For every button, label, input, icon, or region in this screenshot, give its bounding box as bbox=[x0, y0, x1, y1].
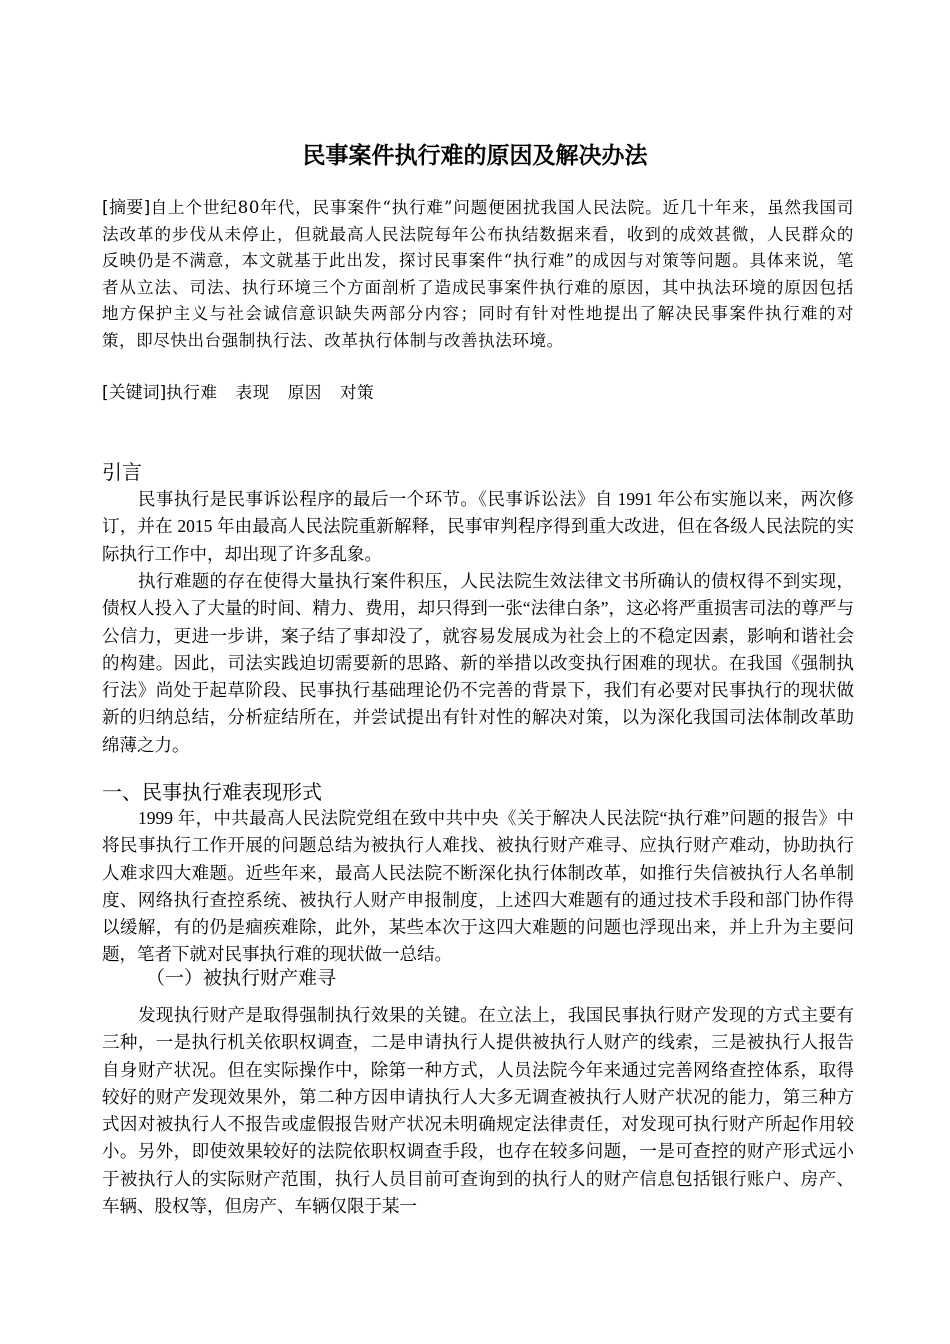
abstract-text: 自上个世纪80年代，民事案件“执行难”问题便困扰我国人民法院。近几十年来，虽然我国司法改革的步伐从未停止，但就最高人民法院每年公布执结数据来看，收到的成效甚微，人民群众的反映仍是不满意，本文就基于此出发，探讨民事案件“执行难”的成因与对策等问题。具体来说，笔者从立法、司法、执行环境三个方面剖析了造成民事案件执行难的原因，其中执法环境的原因包括地方保护主义与社会诚信意识缺失两部分内容；同时有针对性地提出了解决民事案件执行难的对策，即尽快出台强制执行法、改革执行体制与改善执法环境。 bbox=[102, 198, 854, 350]
intro-paragraph-2: 执行难题的存在使得大量执行案件积压，人民法院生效法律文书所确认的债权得不到实现，债权人投入了大量的时间、精力、费用，却只得到一张“法律白条”，这必将严重损害司法的尊严与公信力，更进一步讲，案子结了事却没了，就容易发展成为社会上的不稳定因素，影响和谐社会的构建。因此，司法实践迫切需要新的思路、新的举措以改变执行困难的现状。在我国《强制执行法》尚处于起草阶段、民事执行基础理论仍不完善的背景下，我们有必要对民事执行的现状做新的归纳总结，分析症结所在，并尝试提出有针对性的解决对策，以为深化我国司法体制改革助绵薄之力。 bbox=[102, 571, 854, 755]
keyword-item: 表现 bbox=[235, 383, 270, 402]
keyword-item: 原因 bbox=[287, 383, 322, 402]
intro-paragraph-1: 民事执行是民事诉讼程序的最后一个环节。《民事诉讼法》自 1991 年公布实施以来，两次修订，并在 2015 年由最高人民法院重新解释，民事审判程序得到重大改进，但在各级人民法院的实际执行工作中，却出现了许多乱象。 bbox=[102, 489, 854, 564]
subsection-1-paragraph: 发现执行财产是取得强制执行效果的关键。在立法上，我国民事执行财产发现的方式主要有三种，一是执行机关依职权调查，二是申请执行人提供被执行人财产的线索，三是被执行人报告自身财产状况。但在实际操作中，除第一种方式，人员法院今年来通过完善网络查控体系，取得较好的财产发现效果外，第二种方因申请执行人大多无调查被执行人财产状况的能力，第三种方式因对被执行人不报告或虚假报告财产状况未明确规定法律责任，对发现可执行财产所起作用较小。另外，即使效果较好的法院依职权调查手段，也存在较多问题，一是可查控的财产形式远小于被执行人的实际财产范围，执行人员目前可查询到的执行人的财产信息包括银行账户、房产、车辆、股权等，但房产、车辆仅限于某一 bbox=[102, 1005, 854, 1217]
abstract-tag: [摘要] bbox=[102, 198, 151, 218]
section-1-heading: 一、民事执行难表现形式 bbox=[102, 780, 322, 804]
abstract bbox=[102, 195, 854, 355]
section-1-paragraph: 1999 年，中共最高人民法院党组在致中共中央《关于解决人民法院“执行难”问题的报告》中将民事执行工作开展的问题总结为被执行人难找、被执行财产难寻、应执行财产难动，协助执行人难求四大难题。近些年来，最高人民法院不断深化执行体制改革，如推行失信被执行人名单制度、网络执行查控系统、被执行人财产申报制度，上述四大难题有的通过技术手段和部门协作得以缓解，有的仍是痼疾难除，此外，某些本次于这四大难题的问题也浮现出来，并上升为主要问题，笔者下就对民事执行难的现状做一总结。 bbox=[102, 808, 854, 965]
document-title: 民事案件执行难的原因及解决办法 bbox=[302, 143, 648, 169]
keyword-item: 对策 bbox=[339, 383, 375, 402]
intro-heading: 引言 bbox=[102, 460, 142, 484]
keyword-item: 执行难 bbox=[166, 383, 218, 402]
keywords-tag: [关键词] bbox=[102, 383, 167, 403]
keywords bbox=[102, 380, 854, 406]
subsection-1-heading: （一）被执行财产难寻 bbox=[146, 967, 337, 989]
